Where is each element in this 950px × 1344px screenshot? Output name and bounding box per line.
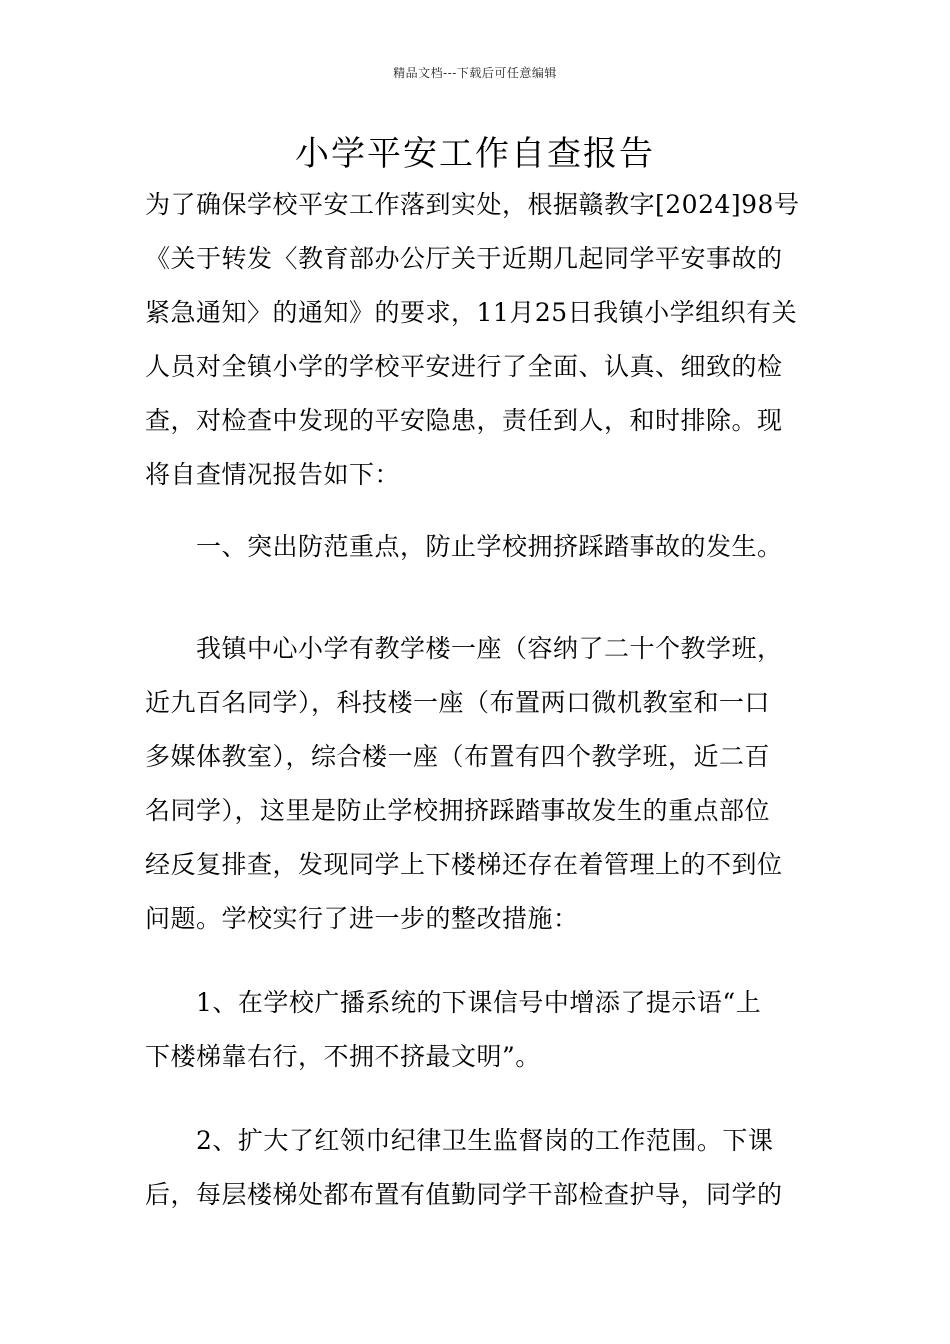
paragraph-line: 为了确保学校平安工作落到实处，根据赣教字[2024]98号 <box>145 190 800 219</box>
section-heading-line: 一、突出防范重点，防止学校拥挤踩踏事故的发生。 <box>145 532 783 561</box>
paragraph-measure-1 <box>145 976 810 1084</box>
paragraph-line: 我镇中心小学有教学楼一座（容纳了二十个教学班， <box>145 634 783 663</box>
paragraph-line: 问题。学校实行了进一步的整改措施： <box>145 904 579 933</box>
paragraph-line: 经反复排查，发现同学上下楼梯还存在着管理上的不到位 <box>145 850 783 879</box>
paragraph-line: 2、扩大了红领巾纪律卫生监督岗的工作范围。下课 <box>145 1126 774 1155</box>
paragraph-line: 1、在学校广播系统的下课信号中增添了提示语“上 <box>145 988 762 1017</box>
paragraph-measure-2 <box>145 1114 810 1222</box>
section-heading-1 <box>145 520 810 574</box>
paragraph-line: 后，每层楼梯处都布置有值勤同学干部检查护导，同学的 <box>145 1180 783 1209</box>
header-note: 精品文档---下载后可任意编辑 <box>393 66 557 80</box>
paragraph-line: 查，对检查中发现的平安隐患，责任到人，和时排除。现 <box>145 406 783 435</box>
paragraph-line: 《关于转发〈教育部办公厅关于近期几起同学平安事故的 <box>145 244 783 273</box>
paragraph-buildings <box>145 622 810 946</box>
paragraph-line: 人员对全镇小学的学校平安进行了全面、认真、细致的检 <box>145 352 783 381</box>
paragraph-line: 紧急通知〉的通知》的要求，11月25日我镇小学组织有关 <box>145 298 798 327</box>
paragraph-line: 下楼梯靠右行，不拥不挤最文明”。 <box>145 1042 541 1071</box>
paragraph-line: 将自查情况报告如下： <box>145 460 401 489</box>
document-title: 小学平安工作自查报告 <box>295 134 655 174</box>
paragraph-line: 多媒体教室），综合楼一座（布置有四个教学班，近二百 <box>145 742 771 771</box>
paragraph-line: 名同学），这里是防止学校拥挤踩踏事故发生的重点部位 <box>145 796 771 825</box>
paragraph-line: 近九百名同学），科技楼一座（布置两口微机教室和一口 <box>145 688 771 717</box>
paragraph-intro <box>145 178 810 502</box>
